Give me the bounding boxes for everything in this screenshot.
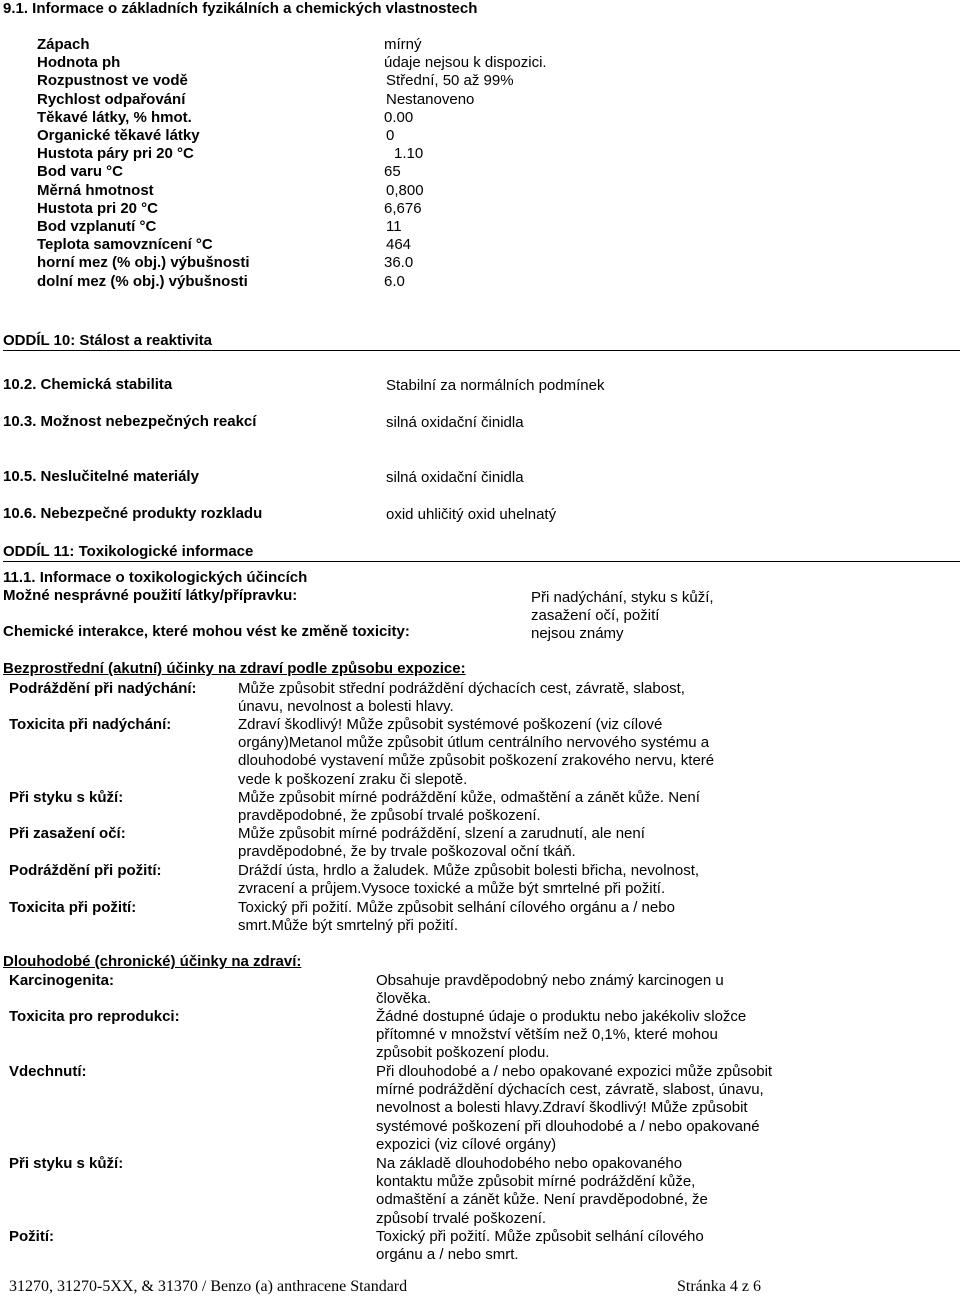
property-label: Rychlost odpařování bbox=[37, 90, 186, 108]
stability-row-value: Stabilní za normálních podmínek bbox=[386, 377, 605, 394]
stability-row-value: oxid uhličitý oxid uhelnatý bbox=[386, 506, 557, 523]
property-label: Organické těkavé látky bbox=[37, 127, 200, 144]
property-label: Hodnota ph bbox=[37, 54, 121, 72]
chronic-effect-text: nevolnost a bolesti hlavy.Zdraví škodlivý! Může způsobit bbox=[376, 1099, 748, 1117]
acute-effect-text: Může způsobit mírné podráždění, slzení a zarudnutí, ale není bbox=[238, 825, 645, 842]
property-label: horní mez (% obj.) výbušnosti bbox=[37, 254, 250, 272]
acute-effect-label: Při styku s kůží: bbox=[9, 789, 124, 806]
footer-product: 31270, 31270-5XX, & 31370 / Benzo (a) anthracene Standard bbox=[9, 1278, 408, 1295]
interaction-value: nejsou známy bbox=[531, 625, 624, 642]
property-value: 464 bbox=[386, 236, 412, 254]
property-value: 6,676 bbox=[384, 199, 422, 217]
property-value: 11 bbox=[386, 218, 402, 235]
property-label: Rozpustnost ve vodě bbox=[37, 72, 188, 90]
property-value: Nestanoveno bbox=[386, 90, 475, 108]
stability-row-label: 10.5. Neslučitelné materiály bbox=[3, 468, 199, 485]
property-label: Bod varu °C bbox=[37, 163, 124, 181]
acute-effect-text: smrt.Může být smrtelný při požití. bbox=[238, 917, 459, 935]
stability-row-value: silná oxidační činidla bbox=[386, 469, 524, 486]
chronic-effect-text: systémové poškození při dlouhodobé a / nebo opakované bbox=[376, 1117, 760, 1135]
property-value: údaje nejsou k dispozici. bbox=[384, 54, 547, 72]
chronic-effect-text: kontaktu může způsobit mírné podráždění kůže, bbox=[376, 1173, 696, 1191]
property-label: Měrná hmotnost bbox=[37, 181, 154, 199]
property-label: Hustota pri 20 °C bbox=[37, 199, 159, 217]
chronic-effect-label: Při styku s kůží: bbox=[9, 1155, 124, 1172]
acute-effect-label: Při zasažení očí: bbox=[9, 825, 126, 842]
acute-effect-text: orgány)Metanol může způsobit útlum centrálního nervového systému a bbox=[238, 734, 710, 752]
acute-effect-text: pravděpodobné, že by trvale poškozoval oční tkáň. bbox=[238, 843, 576, 861]
section-11-heading: ODDÍL 11: Toxikologické informace bbox=[3, 543, 254, 560]
acute-effect-label: Toxicita při nadýchání: bbox=[9, 716, 172, 733]
property-value: 65 bbox=[384, 163, 401, 181]
chronic-effect-text: orgánu a / nebo smrt. bbox=[376, 1246, 519, 1264]
property-value: 1.10 bbox=[394, 145, 424, 163]
section-10-rule bbox=[3, 350, 960, 351]
footer-page-number: Stránka 4 z 6 bbox=[677, 1278, 761, 1295]
misuse-value-line-2: zasažení očí, požití bbox=[531, 607, 660, 624]
section-11-rule bbox=[3, 561, 960, 562]
chronic-effect-label: Požití: bbox=[9, 1228, 54, 1245]
stability-row-label: 10.6. Nebezpečné produkty rozkladu bbox=[3, 505, 263, 522]
chronic-effect-label: Karcinogenita: bbox=[9, 972, 115, 989]
property-value: 0.00 bbox=[384, 108, 414, 126]
chronic-effect-text: odmaštění a zánět kůže. Není pravděpodobné, že bbox=[376, 1191, 708, 1209]
chronic-effect-label: Toxicita pro reprodukci: bbox=[9, 1008, 180, 1025]
section-10-heading: ODDÍL 10: Stálost a reaktivita bbox=[3, 332, 212, 349]
chronic-effect-text: způsobit poškození plodu. bbox=[376, 1044, 550, 1062]
misuse-value-line-1: Při nadýchání, styku s kůží, bbox=[531, 589, 714, 606]
property-value: mírný bbox=[384, 36, 422, 53]
property-value: Střední, 50 až 99% bbox=[386, 72, 514, 90]
acute-effects-heading: Bezprostřední (akutní) účinky na zdraví podle způsobu expozice: bbox=[3, 660, 466, 677]
section-11-1-heading: 11.1. Informace o toxikologických účincích bbox=[3, 569, 308, 586]
acute-effect-label: Podráždění při nadýchání: bbox=[9, 680, 197, 697]
acute-effect-text: únavu, nevolnost a bolesti hlavy. bbox=[238, 698, 454, 716]
acute-effect-text: Zdraví škodlivý! Může způsobit systémové poškození (viz cílové bbox=[238, 716, 663, 733]
property-label: Bod vzplanutí °C bbox=[37, 218, 157, 235]
chronic-effect-text: Obsahuje pravděpodobný nebo známý karcinogen u bbox=[376, 972, 724, 989]
acute-effect-text: Může způsobit střední podráždění dýchacích cest, závratě, slabost, bbox=[238, 680, 685, 697]
acute-effect-label: Podráždění při požití: bbox=[9, 862, 162, 879]
stability-row-label: 10.3. Možnost nebezpečných reakcí bbox=[3, 413, 257, 430]
property-label: Teplota samovznícení °C bbox=[37, 236, 213, 254]
acute-effect-text: dlouhodobé vystavení může způsobit poškození zrakového nervu, které bbox=[238, 752, 715, 770]
property-label: dolní mez (% obj.) výbušnosti bbox=[37, 272, 248, 290]
chronic-effect-text: přítomné v množství větším než 0,1%, které mohou bbox=[376, 1026, 718, 1044]
property-value: 0 bbox=[386, 127, 395, 144]
chronic-effects-heading: Dlouhodobé (chronické) účinky na zdraví: bbox=[3, 953, 302, 970]
property-label: Zápach bbox=[37, 36, 90, 53]
misuse-label: Možné nesprávné použití látky/přípravku: bbox=[3, 587, 298, 604]
acute-effect-text: Toxický při požití. Může způsobit selhání cílového orgánu a / nebo bbox=[238, 899, 675, 916]
acute-effect-text: vede k poškození zraku či slepotě. bbox=[238, 770, 468, 788]
interaction-label: Chemické interakce, které mohou vést ke změně toxicity: bbox=[3, 623, 410, 640]
property-value: 36.0 bbox=[384, 254, 414, 272]
chronic-effect-label: Vdechnutí: bbox=[9, 1063, 87, 1080]
stability-row-value: silná oxidační činidla bbox=[386, 414, 524, 431]
acute-effect-text: Může způsobit mírné podráždění kůže, odmaštění a zánět kůže. Není bbox=[238, 789, 700, 806]
chronic-effect-text: způsobí trvalé poškození. bbox=[376, 1209, 547, 1227]
property-label: Těkavé látky, % hmot. bbox=[37, 108, 192, 126]
chronic-effect-text: Na základě dlouhodobého nebo opakovaného bbox=[376, 1155, 683, 1172]
section-9-1-title: 9.1. Informace o základních fyzikálních a chemických vlastnostech bbox=[3, 0, 478, 17]
acute-effect-label: Toxicita při požití: bbox=[9, 899, 137, 916]
acute-effect-text: Dráždí ústa, hrdlo a žaludek. Může způsobit bolesti břicha, nevolnost, bbox=[238, 862, 700, 879]
chronic-effect-text: Toxický při požití. Může způsobit selhání cílového bbox=[376, 1228, 704, 1245]
stability-row-label: 10.2. Chemická stabilita bbox=[3, 376, 173, 393]
acute-effect-text: zvracení a průjem.Vysoce toxické a může být smrtelné při požití. bbox=[238, 880, 666, 898]
property-label: Hustota páry pri 20 °C bbox=[37, 145, 194, 163]
chronic-effect-text: Žádné dostupné údaje o produktu nebo jakékoliv složce bbox=[376, 1008, 747, 1025]
chronic-effect-text: Při dlouhodobé a / nebo opakované expozici může způsobit bbox=[376, 1063, 773, 1080]
property-value: 6.0 bbox=[384, 272, 405, 290]
chronic-effect-text: mírné podráždění dýchacích cest, závratě, slabost, únavu, bbox=[376, 1081, 764, 1099]
chronic-effect-text: expozici (viz cílové orgány) bbox=[376, 1135, 557, 1153]
acute-effect-text: pravděpodobné, že způsobí trvalé poškození. bbox=[238, 807, 541, 825]
property-value: 0,800 bbox=[386, 181, 424, 199]
chronic-effect-text: člověka. bbox=[376, 990, 432, 1008]
